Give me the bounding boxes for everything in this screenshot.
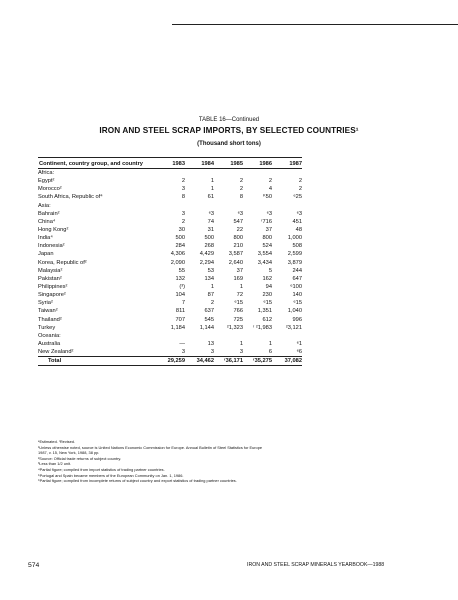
page-number: 574	[28, 562, 40, 569]
table-cell: 284	[175, 243, 185, 250]
table-cell: 134	[204, 275, 214, 282]
table-cell: 800	[233, 235, 243, 242]
table-cell: 2	[239, 178, 243, 185]
header-rule	[172, 24, 458, 25]
category-label: Africa:	[38, 170, 55, 177]
column-header: 1987	[272, 159, 302, 169]
table-cell: 3,879	[287, 259, 302, 266]
country-name: Egypt²	[38, 178, 55, 185]
table-cell: 545	[204, 316, 214, 323]
country-name: Korea, Republic of²	[38, 259, 87, 266]
table-caption: TABLE 16—Continued	[198, 117, 260, 123]
country-name: New Zealand²	[38, 349, 74, 356]
table-cell: 1	[268, 341, 272, 348]
table-cell: 2,294	[199, 259, 214, 266]
footnote: ⁴Partial figure; compiled from import statistics of trading partner countries.	[38, 466, 165, 472]
table-cell: 637	[204, 308, 214, 315]
table-cell: 61	[207, 194, 214, 201]
table-cell: 500	[175, 235, 185, 242]
country-name: Malaysia²	[38, 267, 63, 274]
table-cell: 2	[298, 178, 302, 185]
footnote: 1987, v. 15, New York, 1988, 38 pp.	[38, 450, 100, 456]
table-cell: 4	[268, 186, 272, 193]
table-subtitle: (Thousand short tons)	[197, 141, 261, 147]
table-row	[38, 210, 302, 218]
table-cell: ᵉ15	[234, 300, 243, 307]
table-cell: 37	[236, 267, 243, 274]
table-cell: ²3,121	[285, 324, 302, 331]
table-cell: 508	[292, 243, 302, 250]
table-cell: 1,144	[199, 324, 214, 331]
country-name: Japan	[38, 251, 54, 258]
table-cell: 612	[262, 316, 272, 323]
footnote: ᵉEstimated. ʳRevised.	[38, 439, 75, 444]
table-cell: 547	[233, 218, 243, 225]
table-cell: 1	[210, 284, 214, 291]
table-cell: 2	[268, 178, 272, 185]
table-cell: 37	[265, 227, 272, 234]
table-cell: 2,090	[170, 259, 185, 266]
country-name: Syria²	[38, 300, 53, 307]
table-cell: ᵉ15	[263, 300, 272, 307]
table-cell: 500	[204, 235, 214, 242]
table-cell: 87	[207, 292, 214, 299]
table-row	[38, 242, 302, 250]
country-name: Hong Kong²	[38, 227, 69, 234]
table-row	[38, 250, 302, 258]
table-cell: 8	[239, 194, 243, 201]
table-cell: 31	[207, 227, 214, 234]
table-cell: 8	[181, 194, 185, 201]
total-cell: ʳ35,275	[243, 357, 272, 366]
total-label: Total	[38, 357, 156, 366]
total-row	[38, 357, 302, 366]
country-name: Morocco²	[38, 186, 62, 193]
table-cell: 268	[204, 243, 214, 250]
table-title: IRON AND STEEL SCRAP IMPORTS, BY SELECTED COUNTRIES¹	[99, 126, 359, 135]
table-cell: 104	[175, 292, 185, 299]
table-cell: 94	[265, 284, 272, 291]
table-header-row	[38, 159, 302, 169]
table-cell: ᵉ1	[296, 341, 302, 348]
table-body	[38, 169, 302, 366]
footnote: ¹Unless otherwise noted, source is United Nations Economic Commission for Europe. Annual Bulletin of Steel Statistics for Europe	[38, 444, 263, 450]
column-header: 1986	[243, 159, 272, 169]
table-cell: ʳ716	[261, 218, 272, 225]
table-row	[38, 316, 302, 324]
table-cell: 7	[181, 300, 185, 307]
table-cell: 1,040	[287, 308, 302, 315]
table-cell: 3	[181, 210, 185, 217]
country-name: South Africa, Republic of⁴	[38, 194, 103, 201]
table-row	[38, 185, 302, 193]
category-row	[38, 332, 302, 340]
footnote: ³Less than 1/2 unit.	[38, 461, 72, 467]
table-cell: 22	[236, 227, 243, 234]
country-name: Australia	[38, 341, 61, 348]
table-cell: 2,599	[287, 251, 302, 258]
table-cell: 3	[181, 186, 185, 193]
table-cell: ᴷ50	[263, 194, 272, 201]
country-name: Turkey	[38, 324, 56, 331]
table-cell: 2,640	[228, 259, 243, 266]
category-label: Oceania:	[38, 332, 61, 339]
country-name: Philippines²	[38, 284, 68, 291]
footnote: ⁵Portugal and Spain became members of the European Community on Jan. 1, 1986.	[38, 472, 184, 478]
table-cell: 1,184	[170, 324, 185, 331]
table-row	[38, 267, 302, 275]
table-cell: (³)	[179, 284, 185, 291]
table-cell: 1,351	[257, 308, 272, 315]
table-top-rule	[38, 157, 302, 158]
table-cell: ʳ ²1,983	[252, 324, 272, 331]
table-cell: 2	[181, 178, 185, 185]
total-cell: 37,082	[272, 357, 302, 366]
total-cell: ʳ36,171	[214, 357, 243, 366]
category-row	[38, 202, 302, 210]
table-row	[38, 177, 302, 185]
table-cell: 230	[262, 292, 272, 299]
table-row	[38, 348, 302, 357]
footnote: ²Source: Official trade returns of subject country.	[38, 455, 122, 461]
table-row	[38, 259, 302, 267]
imports-table	[38, 159, 302, 366]
table-cell: 1,000	[287, 235, 302, 242]
table-row	[38, 340, 302, 348]
table-cell: 3	[239, 349, 243, 356]
category-row	[38, 169, 302, 178]
table-cell: 2	[298, 186, 302, 193]
table-cell: 140	[292, 292, 302, 299]
country-name: China⁴	[38, 218, 56, 225]
country-name: Singapore²	[38, 292, 66, 299]
table-cell: 766	[233, 308, 243, 315]
country-name: Taiwan²	[38, 308, 58, 315]
table-cell: 6	[268, 349, 272, 356]
table-cell: —	[179, 341, 185, 348]
table-cell: 4,306	[170, 251, 185, 258]
table-cell: ᵉ3	[237, 210, 243, 217]
table-cell: 74	[207, 218, 214, 225]
table-cell: 2	[210, 300, 214, 307]
table-cell: 800	[262, 235, 272, 242]
table-cell: 451	[292, 218, 302, 225]
column-header: 1984	[185, 159, 214, 169]
table-cell: 3	[181, 349, 185, 356]
table-cell: 3	[210, 349, 214, 356]
table-row	[38, 226, 302, 234]
column-header: 1985	[214, 159, 243, 169]
total-cell: 34,462	[185, 357, 214, 366]
country-name: Thailand²	[38, 316, 62, 323]
table-cell: 13	[207, 341, 214, 348]
table-row	[38, 193, 302, 201]
table-cell: 210	[233, 243, 243, 250]
table-cell: 524	[262, 243, 272, 250]
table-cell: 1	[239, 284, 243, 291]
table-row	[38, 291, 302, 299]
column-header: 1983	[156, 159, 185, 169]
country-name: India⁴	[38, 235, 53, 242]
table-cell: 2	[181, 218, 185, 225]
table-row	[38, 299, 302, 307]
table-cell: ᵉ25	[293, 194, 302, 201]
country-name: Pakistan²	[38, 275, 62, 282]
table-row	[38, 283, 302, 291]
total-cell: 29,259	[156, 357, 185, 366]
table-cell: 1	[210, 178, 214, 185]
table-cell: ²1,323	[226, 324, 243, 331]
table-cell: 3,554	[257, 251, 272, 258]
footnote: ⁶Partial figure; compiled from incomplete returns of subject country and export statistics of trading partner countries.	[38, 478, 237, 484]
table-cell: 53	[207, 267, 214, 274]
table-cell: 55	[178, 267, 185, 274]
table-cell: 3,434	[257, 259, 272, 266]
table-cell: ᵉ15	[293, 300, 302, 307]
table-cell: 996	[292, 316, 302, 323]
table-row	[38, 234, 302, 242]
table-cell: 4,429	[199, 251, 214, 258]
table-cell: ᵉ6	[296, 349, 302, 356]
table-cell: ᵉ3	[296, 210, 302, 217]
table-row	[38, 307, 302, 315]
table-row	[38, 324, 302, 332]
running-footer: IRON AND STEEL SCRAP MINERALS YEARBOOK—1988	[247, 562, 385, 568]
category-label: Asia:	[38, 202, 51, 209]
table-row	[38, 218, 302, 226]
table-cell: 811	[175, 308, 185, 315]
table-cell: 72	[236, 292, 243, 299]
table-cell: 162	[262, 275, 272, 282]
table-cell: 725	[233, 316, 243, 323]
table-cell: ᵉ3	[266, 210, 272, 217]
table-cell: 1	[239, 341, 243, 348]
table-cell: ᵉ100	[290, 284, 302, 291]
footnotes	[38, 439, 302, 484]
table-cell: 647	[292, 275, 302, 282]
table-cell: 5	[268, 267, 272, 274]
table-cell: 244	[292, 267, 302, 274]
table-cell: 3,587	[228, 251, 243, 258]
country-name: Indonesia²	[38, 243, 65, 250]
table-cell: 707	[175, 316, 185, 323]
table-cell: 48	[295, 227, 302, 234]
table-cell: 132	[175, 275, 185, 282]
table-row	[38, 275, 302, 283]
table-cell: 30	[178, 227, 185, 234]
table-cell: 169	[233, 275, 243, 282]
table-cell: 2	[239, 186, 243, 193]
column-header: Continent, country group, and country	[38, 159, 156, 169]
table-cell: 1	[210, 186, 214, 193]
table-cell: ᵉ3	[208, 210, 214, 217]
country-name: Bahrain²	[38, 210, 60, 217]
